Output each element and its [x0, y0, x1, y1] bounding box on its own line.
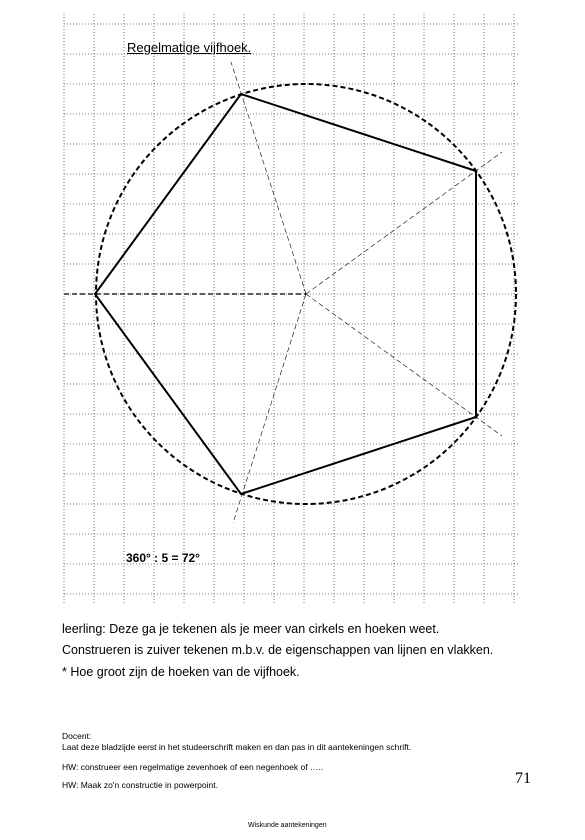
construction — [64, 62, 516, 523]
dotted-grid — [64, 14, 520, 604]
angle-formula: 360° : 5 = 72° — [126, 551, 200, 565]
page-number: 71 — [515, 770, 531, 787]
radius-line-upper-right — [306, 152, 502, 294]
homework-2: HW: Maak zo'n constructie in powerpoint. — [62, 780, 218, 790]
radius-line-lower-right — [306, 294, 502, 436]
homework-1: HW: construeer een regelmatige zevenhoek of een negenhoek of ….. — [62, 762, 324, 772]
radius-line-bottom — [233, 294, 306, 523]
teacher-label: Docent: — [62, 731, 92, 741]
teacher-note: Laat deze bladzijde eerst in het studeerschrift maken en dan pas in dit aantekeningen schrift. — [62, 742, 412, 752]
student-question: * Hoe groot zijn de hoeken van de vijfhoek. — [62, 665, 300, 679]
student-line-2: Construeren is zuiver tekenen m.b.v. de eigenschappen van lijnen en vlakken. — [62, 643, 494, 657]
radius-line-top — [231, 62, 306, 294]
page-title: Regelmatige vijfhoek. — [127, 40, 252, 55]
footer-text: Wiskunde aantekeningen — [248, 822, 327, 829]
student-line-1: leerling: Deze ga je tekenen als je meer van cirkels en hoeken weet. — [62, 622, 440, 636]
